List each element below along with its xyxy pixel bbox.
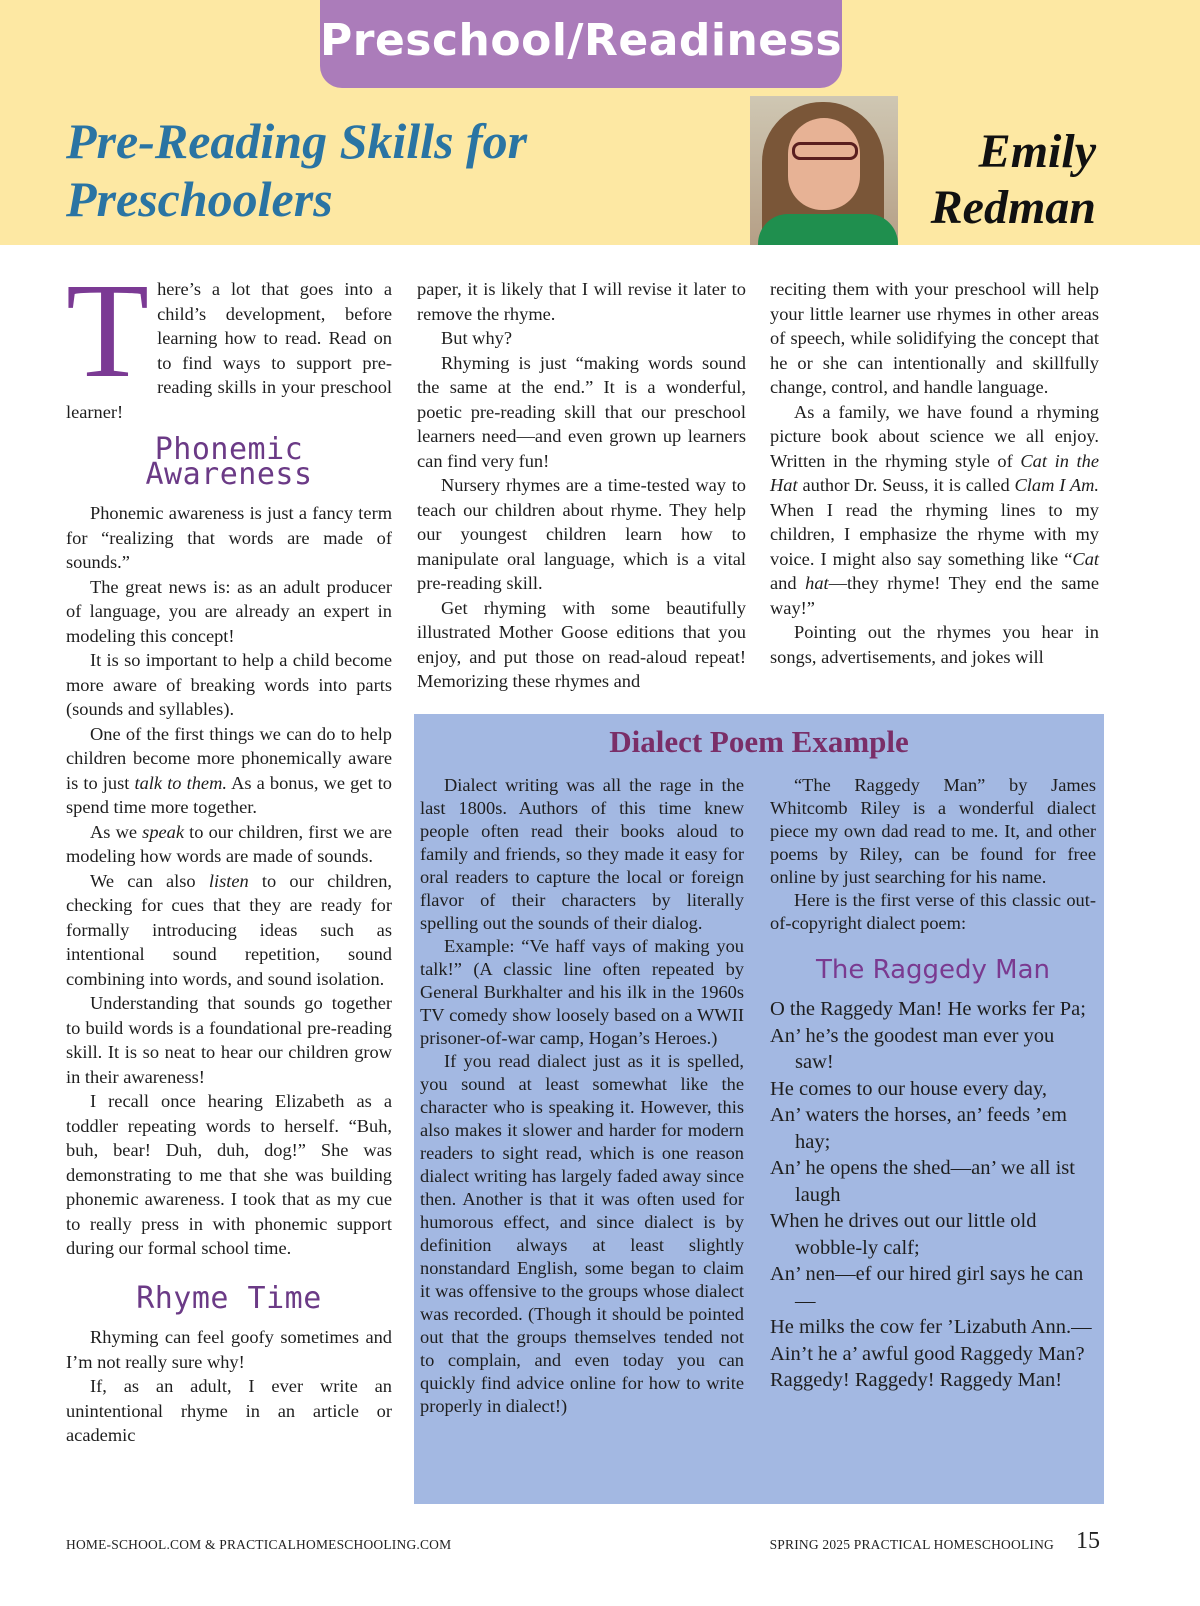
poem-line: An’ waters the horses, an’ feeds ’em hay; (770, 1104, 1067, 1153)
paragraph (66, 869, 392, 992)
heading-rhyme-time: Rhyme Time (136, 1280, 322, 1316)
paragraph: I recall once hearing Elizabeth as a toddler repeating words to herself. “Buh, buh, bear! Duh, duh, dog!” She was demonstrating to me that she was building phonemic awareness. I took that as my cue to really press in with phonemic support during our formal school time. (66, 1091, 392, 1258)
footer-website: HOME-SCHOOL.COM & PRACTICALHOMESCHOOLING.COM (66, 1537, 452, 1552)
title-line-1: Pre-Reading Skills for (66, 113, 528, 169)
sidebar-column-right (770, 774, 1096, 1394)
poem-line: An’ nen—ef our hired girl says he can— (770, 1263, 1084, 1312)
heading-phonemic-awareness: Phonemic Awareness (145, 432, 313, 492)
poem-line: He comes to our house every day, (770, 1077, 1048, 1100)
author-first-name: Emily (978, 125, 1096, 178)
author-photo (750, 96, 898, 245)
text: As we (90, 821, 143, 842)
sidebar-paragraph: “The Raggedy Man” by James Whitcomb Riley is a wonderful dialect piece my own dad read to me. It, and other poems by Riley, can be found for free online by just searching for his name. (770, 775, 1096, 887)
footer-issue: SPRING 2025 PRACTICAL HOMESCHOOLING (769, 1537, 1054, 1552)
emphasis: hat (805, 573, 829, 593)
text: One of the first things we can do to help children become more phonemically aware is to just (66, 723, 392, 793)
paragraph (66, 722, 392, 820)
photo-shirt (758, 214, 898, 245)
text: to our children, checking for cues that they are ready for formally introducing ideas such as intentional sound repetition, sound combining into words, and sound isolation. (66, 870, 392, 989)
emphasis: talk to them. (134, 772, 227, 793)
text: When I read the rhyming lines to my children, I emphasize the rhyme with my voice. I might also say something like “ (770, 499, 1099, 569)
paragraph: reciting them with your preschool will help your little learner use rhymes in other areas of speech, while solidifying the concept that he or she can intentionally and skillfully change, control, and handle language. (770, 279, 1099, 397)
author-last-name: Redman (930, 181, 1096, 234)
emphasis: Cat (1072, 548, 1099, 569)
poem-line: Ain’t he a’ awful good Raggedy Man? (770, 1342, 1085, 1365)
article-column-2 (417, 277, 746, 694)
text: We can also (90, 870, 209, 891)
text: —they rhyme! They end the same way!” (770, 573, 1099, 618)
poem-line: Raggedy! Raggedy! Raggedy Man! (770, 1369, 1063, 1391)
poem-line: An’ he opens the shed—an’ we all ist laugh (770, 1157, 1075, 1206)
dialect-poem-sidebar (414, 714, 1104, 1504)
paragraph: It is so important to help a child become more aware of breaking words into parts (sounds and syllables). (66, 650, 392, 719)
book-title-emphasis: Cat in the Hat (770, 450, 1099, 495)
emphasis: listen (208, 870, 249, 891)
drop-cap: T (66, 256, 150, 406)
paragraph: Phonemic awareness is just a fancy term for “realizing that words are made of sounds.” (66, 503, 392, 572)
book-title-emphasis: Clam I Am. (1014, 475, 1100, 495)
paragraph: If, as an adult, I ever write an unintentional rhyme in an article or academic (66, 1376, 392, 1445)
emphasis: speak (142, 821, 185, 842)
text: As a family, we have found a rhyming picture book about science we all enjoy. Written in the rhyming style of (770, 401, 1099, 471)
article-title (66, 112, 527, 228)
paragraph: But why? (441, 328, 513, 348)
text: and (770, 573, 806, 593)
page-number: 15 (1076, 1528, 1100, 1554)
paragraph: The great news is: as an adult producer of language, you are already an expert in modeling this concept! (66, 576, 392, 646)
text: As a bonus, we get to spend time more together. (66, 772, 392, 817)
photo-glasses (792, 142, 858, 160)
author-name (931, 124, 1096, 236)
sidebar-paragraph: Here is the first verse of this classic out-of-copyright dialect poem: (770, 890, 1096, 933)
paragraph: Rhyming is just “making words sound the same at the end.” It is a wonderful, poetic pre-reading skill that our preschool learners need—and even grown up learners can find very fun! (417, 352, 746, 471)
poem-verse (770, 996, 1096, 1394)
sidebar-paragraph: Example: “Ve haff vays of making you talk!” (A classic line often repeated by General Burkhalter and his ilk in the 1960s TV comedy show loosely based on a WWII prisoner-of-war camp, Hogan’s Heroes.) (420, 936, 744, 1048)
paragraph: paper, it is likely that I will revise it later to remove the rhyme. (417, 279, 746, 324)
poem-title: The Raggedy Man (815, 955, 1051, 985)
paragraph: Rhyming can feel goofy sometimes and I’m not really sure why! (66, 1327, 392, 1372)
article-column-3 (770, 277, 1099, 669)
sidebar-paragraph: If you read dialect just as it is spelled, you sound at least somewhat like the character who is speaking it. However, this also makes it slower and harder for modern readers to sight read, which is one reason dialect writing has largely faded away since then. Another is that it was often used for humorous effect, and since dialect is by definition always at least slightly nonstandard English, some began to claim it was offensive to the groups whose dialect was recorded. (Though it should be pointed out that the groups themselves tended not to complain, and even today you can quickly find advice online for how to write properly in dialect!) (420, 1051, 744, 1416)
text: to our children, first we are modeling how words are made of sounds. (66, 821, 393, 866)
poem-line: He milks the cow fer ’Lizabuth Ann.— (770, 1316, 1092, 1338)
paragraph: Pointing out the rhymes you hear in songs, advertisements, and jokes will (770, 622, 1099, 667)
text: author Dr. Seuss, it is called (797, 475, 1015, 495)
paragraph (770, 400, 1099, 621)
article-column-1 (66, 256, 393, 1448)
paragraph (66, 820, 392, 869)
sidebar-paragraph: Dialect writing was all the rage in the last 1800s. Authors of this time knew people often read their books aloud to family and friends, so they made it easy for oral readers to capture the local or foreign flavor of their characters by literally spelling out the sounds of their dialog. (420, 775, 744, 933)
title-line-2: Preschoolers (66, 171, 333, 227)
intro-text: here’s a lot that goes into a child’s development, before learning how to read. Read on to find ways to support pre-reading skills in your preschool learner! (66, 279, 392, 422)
section-tab: Preschool/Readiness (320, 0, 842, 88)
poem-line: O the Raggedy Man! He works fer Pa; (770, 998, 1086, 1020)
intro-paragraph (66, 256, 392, 424)
paragraph: Get rhyming with some beautifully illustrated Mother Goose editions that you enjoy, and put those on read-aloud repeat! Memorizing these rhymes and (417, 597, 746, 691)
poem-line: An’ he’s the goodest man ever you saw! (770, 1024, 1055, 1073)
paragraph: Understanding that sounds go together to build words is a foundational pre-reading skill. It is so neat to hear our children grow in their awareness! (66, 993, 392, 1087)
paragraph: Nursery rhymes are a time-tested way to teach our children about rhyme. They help our youngest children learn how to manipulate oral language, which is a vital pre-reading skill. (417, 475, 746, 593)
sidebar-title: Dialect Poem Example (609, 724, 909, 759)
sidebar-column-left (420, 774, 744, 1418)
photo-face (788, 118, 860, 210)
poem-line: When he drives out our little old wobble-ly calf; (770, 1210, 1037, 1259)
